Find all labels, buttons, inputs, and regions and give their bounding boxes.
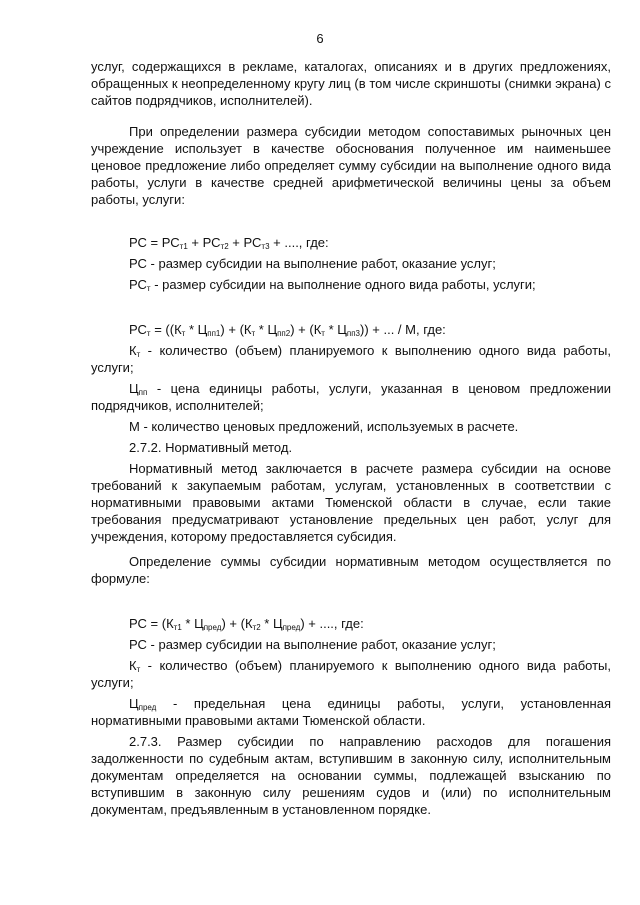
formula: $РС_т = ((К_т * Ц_{пп1}) + (К_т * Ц_{пп2}) + (К_т * Ц_{пп3}))$ + ... / М, где:	[129, 322, 446, 338]
formula: РС = $(К_{т1} * Ц_{пред}) + (К_{т2} * Ц_{пред})$ + ...., где:	[129, 616, 364, 632]
paragraph: М - количество ценовых предложений, используемых в расчете.	[129, 419, 519, 434]
definition: РС - размер субсидии на выполнение работ, оказание услуг;	[129, 637, 496, 652]
paragraph: 2.7.3. Размер субсидии по направлению расходов для погашения задолженности по судебным актам, вступившим в законную силу, исполнительным документам определяется на основании суммы, подлежащей взысканию по вступившим в законную силу решениям судов и (или) по исполнительным документам, предъявленным в установленном порядке.	[91, 734, 611, 817]
paragraph: Нормативный метод заключается в расчете размера субсидии на основе требований к закупаемым работам, услугам, установленных в соответствии с нормативными правовыми актами Тюменской области в случае, если такие требования предусматривают установление предельных цен работ, услуг для учреждения, которому предоставляется субсидия.	[91, 461, 611, 544]
definition: $К_т$ - количество (объем) планируемого к выполнению одного вида работы, услуги;	[91, 343, 611, 375]
paragraph: Определение суммы субсидии нормативным методом осуществляется по формуле:	[91, 554, 611, 586]
formula: РС = $РС_{т1} + РС_{т2} + РС_{т3}$ + ...., где:	[129, 235, 329, 251]
definition: РС - размер субсидии на выполнение работ, оказание услуг;	[129, 256, 496, 271]
definition: $Ц_{пп}$ - цена единицы работы, услуги, указанная в ценовом предложении подрядчиков, исполнителей;	[91, 381, 611, 413]
definition: $К_т$ - количество (объем) планируемого к выполнению одного вида работы, услуги;	[91, 658, 611, 690]
section-heading: 2.7.2. Нормативный метод.	[129, 440, 293, 455]
page-number: 6	[316, 31, 324, 46]
definition: $РС_т$ - размер субсидии на выполнение одного вида работы, услуги;	[129, 277, 536, 293]
document-body	[91, 58, 611, 818]
paragraph: услуг, содержащихся в рекламе, каталогах, описаниях и в других предложениях, обращенных к неопределенному кругу лиц (в том числе скриншоты (снимки экрана) с сайтов подрядчиков, исполнителей).	[91, 59, 611, 108]
paragraph: При определении размера субсидии методом сопоставимых рыночных цен учреждение использует в качестве обоснования полученное им наименьшее ценовое предложение либо определяет сумму субсидии на выполнение одного вида работы, услуги в качестве средней арифметической величины цены за объем работы, услуги:	[91, 124, 611, 207]
definition: $Ц_{пред}$ - предельная цена единицы работы, услуги, установленная нормативными правовыми актами Тюменской области.	[91, 696, 612, 728]
